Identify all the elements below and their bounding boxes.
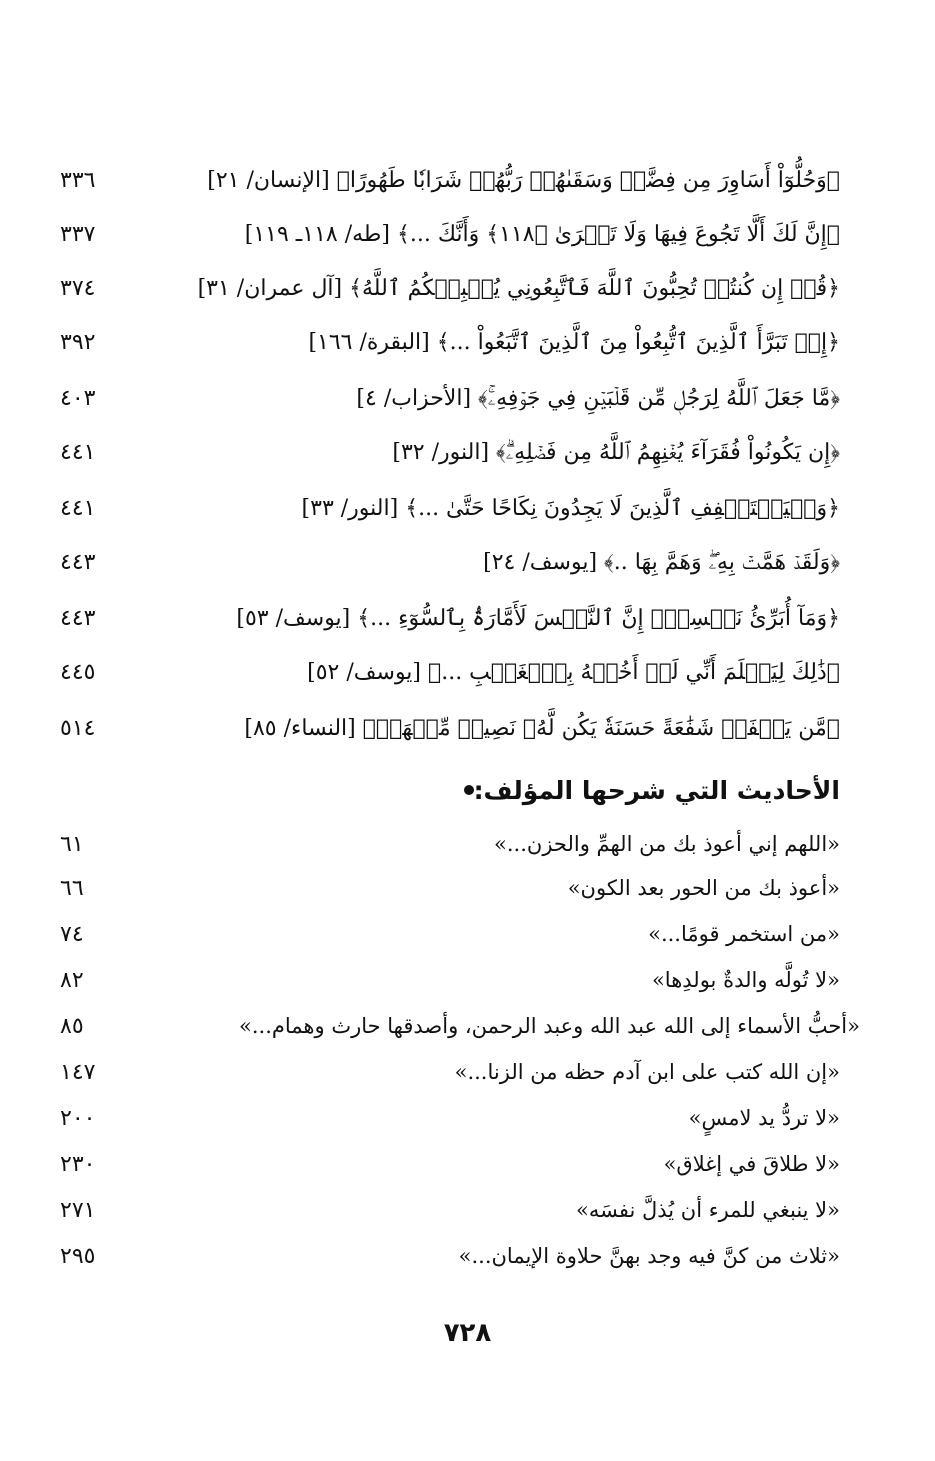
verse-row	[60, 542, 840, 582]
verse-text: ﴿إِنَّ لَكَ أَلَّا تَجُوعَ فِيهَا وَلَا تَعۡرَىٰ ﴿١١٨﴾ وَأَنَّكَ ...﴾ [طه/ ١١٨ـ ١١٩]	[244, 221, 840, 247]
verse-text: ﴿إِذۡ تَبَرَّأَ ٱلَّذِينَ ٱتُّبِعُواْ مِنَ ٱلَّذِينَ ٱتَّبَعُواْ ...﴾ [البقرة/ ١٦٦]	[308, 329, 840, 355]
verse-row	[60, 488, 840, 528]
verse-row	[60, 708, 840, 748]
hadith-text: «لا تردُّ يد لامسٍ»	[688, 1106, 840, 1130]
verse-text: ﴿وَلَقَدۡ هَمَّتۡ بِهِۦۖ وَهَمَّ بِهَا ..﴾ [يوسف/ ٢٤]	[483, 549, 840, 575]
hadith-page-number: ١٤٧	[60, 1059, 96, 1085]
hadith-page-number: ٧٤	[60, 921, 84, 947]
hadith-page-number: ٨٢	[60, 967, 84, 993]
verse-row	[60, 322, 840, 362]
verse-row	[60, 432, 840, 472]
verse-text: ﴿ذَٰلِكَ لِيَعۡلَمَ أَنِّي لَمۡ أَخُنۡهُ بِٱلۡغَيۡبِ ...﴾ [يوسف/ ٥٢]	[307, 659, 840, 685]
hadith-page-number: ٦١	[60, 831, 84, 857]
hadith-page-number: ٢٧١	[60, 1197, 96, 1223]
hadith-row	[60, 824, 840, 864]
verse-text: ﴿قُلۡ إِن كُنتُمۡ تُحِبُّونَ ٱللَّهَ فَٱتَّبِعُونِي يُحۡبِبۡكُمُ ٱللَّهُ﴾ [آل عمران/ ٣١]	[197, 275, 840, 301]
verse-text: ﴿مَّا جَعَلَ ٱللَّهُ لِرَجُلٖ مِّن قَلۡبَيۡنِ فِي جَوۡفِهِۦۚ﴾ [الأحزاب/ ٤]	[356, 385, 840, 411]
verse-row	[60, 214, 840, 254]
hadith-row	[60, 1144, 840, 1184]
hadith-text: «إن الله كتب على ابن آدم حظه من الزنا...»	[454, 1060, 840, 1084]
hadith-text: «لا ينبغي للمرء أن يُذلَّ نفسَه»	[576, 1198, 840, 1222]
bullet-icon	[464, 785, 474, 795]
verse-page-number: ٤٤٥	[60, 659, 96, 685]
section-heading-text: الأحاديث التي شرحها المؤلف:	[473, 775, 840, 805]
verse-page-number: ٤٤٣	[60, 549, 96, 575]
verse-row	[60, 598, 840, 638]
hadith-page-number: ٢٩٥	[60, 1243, 96, 1269]
hadith-text: «ثلاث من كنَّ فيه وجد بهنَّ حلاوة الإيمان...»	[458, 1244, 840, 1268]
hadith-row	[60, 1236, 840, 1276]
verse-page-number: ٣٧٤	[60, 275, 96, 301]
verse-page-number: ٥١٤	[60, 715, 96, 741]
verse-page-number: ٣٣٦	[60, 167, 96, 193]
verse-page-number: ٣٣٧	[60, 221, 96, 247]
hadith-row	[60, 914, 840, 954]
verse-text: ﴿إِن يَكُونُواْ فُقَرَآءَ يُغۡنِهِمُ ٱللَّهُ مِن فَضۡلِهِۦۗ﴾ [النور/ ٣٢]	[392, 439, 840, 465]
verse-text: ﴿وَلۡيَسۡتَعۡفِفِ ٱلَّذِينَ لَا يَجِدُونَ نِكَاحًا حَتَّىٰ ...﴾ [النور/ ٣٣]	[301, 495, 840, 521]
hadith-page-number: ٦٦	[60, 875, 84, 901]
hadith-row	[60, 1052, 840, 1092]
verse-page-number: ٤٠٣	[60, 385, 96, 411]
section-heading	[442, 768, 840, 812]
verse-row	[60, 160, 840, 200]
verse-page-number: ٣٩٢	[60, 329, 96, 355]
verse-row	[60, 378, 840, 418]
verse-text: ﴿مَّن يَشۡفَعۡ شَفَٰعَةً حَسَنَةٗ يَكُن لَّهُۥ نَصِيبٞ مِّنۡهَاۖ﴾ [النساء/ ٨٥]	[244, 715, 840, 741]
hadith-text: «لا تُولَّه والدةٌ بولدِها»	[651, 968, 840, 992]
verse-text: ﴿وَحُلُّوٓاْ أَسَاوِرَ مِن فِضَّةٖ وَسَقَىٰهُمۡ رَبُّهُمۡ شَرَابٗا طَهُورًا﴾ [الإنسان/ ٢١]	[207, 167, 840, 193]
verse-page-number: ٤٤١	[60, 495, 96, 521]
hadith-page-number: ٢٠٠	[60, 1105, 96, 1131]
hadith-text: «من استخمر قومًا...»	[648, 922, 840, 946]
hadith-row	[60, 1190, 840, 1230]
hadith-text: «أعوذ بك من الحور بعد الكون»	[567, 876, 840, 900]
verse-text: ﴿وَمَآ أُبَرِّئُ نَفۡسِيٓۚ إِنَّ ٱلنَّفۡسَ لَأَمَّارَةُۢ بِٱلسُّوٓءِ ...﴾ [يوسف/ ٥٣]	[236, 605, 840, 631]
verse-page-number: ٤٤١	[60, 439, 96, 465]
hadith-text: «لا طلاقَ في إغلاق»	[663, 1152, 840, 1176]
hadith-row	[60, 960, 840, 1000]
hadith-row	[60, 1006, 860, 1046]
hadith-row	[60, 1098, 840, 1138]
verse-row	[60, 268, 840, 308]
hadith-page-number: ٢٣٠	[60, 1151, 96, 1177]
hadith-row	[60, 868, 840, 908]
verse-row	[60, 652, 840, 692]
hadith-text: «اللهم إني أعوذ بك من الهمِّ والحزن...»	[494, 832, 840, 856]
page-number: ٧٢٨	[443, 1318, 492, 1348]
verse-page-number: ٤٤٣	[60, 605, 96, 631]
hadith-page-number: ٨٥	[60, 1013, 84, 1039]
hadith-text: «أحبُّ الأسماء إلى الله عبد الله وعبد الرحمن، وأصدقها حارث وهمام...»	[239, 1014, 860, 1038]
